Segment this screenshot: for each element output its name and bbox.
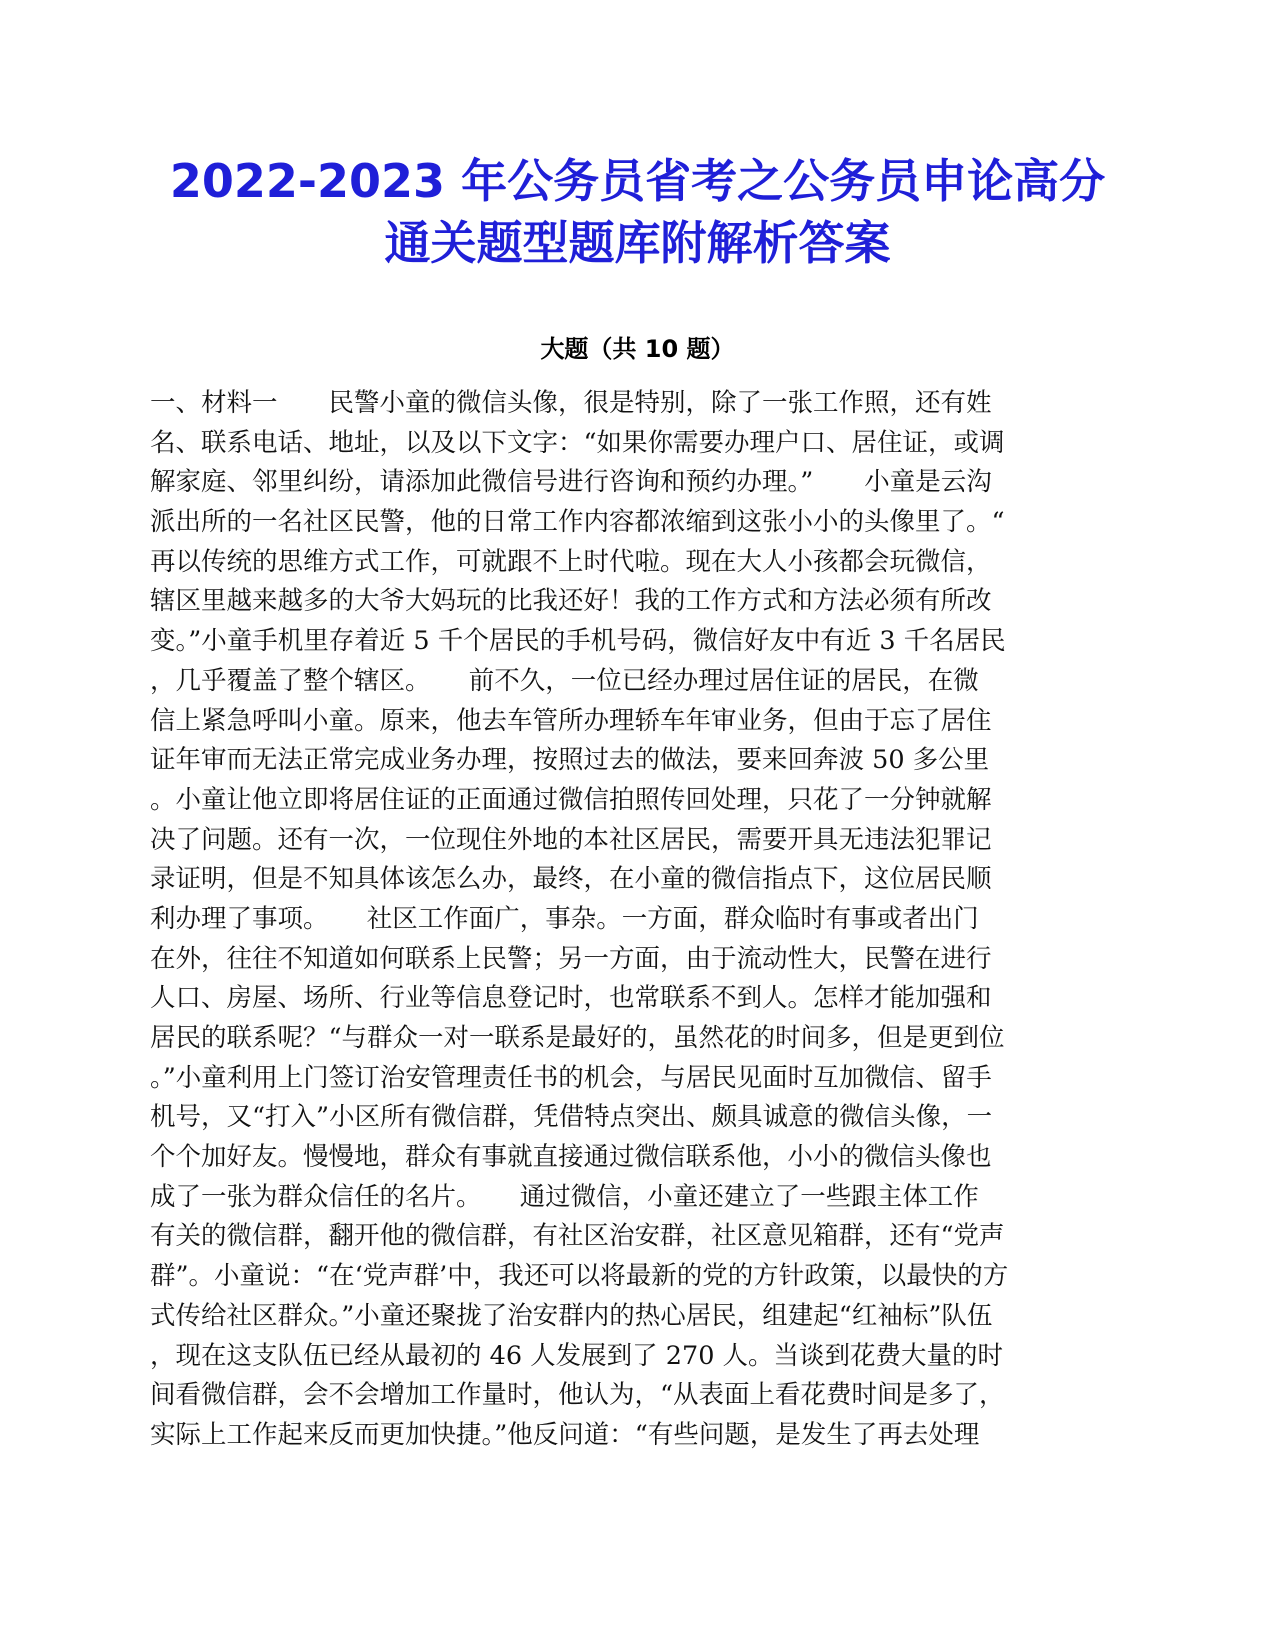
body-line: 变。”小童手机里存着近 5 千个居民的手机号码，微信好友中有近 3 千名居民 (150, 626, 1006, 657)
body-line: ，几乎覆盖了整个辖区。 前不久，一位已经办理过居住证的居民，在微 (150, 665, 979, 696)
body-line: ，现在这支队伍已经从最初的 46 人发展到了 270 人。当谈到花费大量的时 (150, 1340, 1004, 1371)
body-line: 解家庭、邻里纠纷，请添加此微信号进行咨询和预约办理。” 小童是云沟 (150, 467, 992, 498)
body-line: 再以传统的思维方式工作，可就跟不上时代啦。现在大人小孩都会玩微信， (150, 546, 992, 577)
body-line: 有关的微信群，翻开他的微信群，有社区治安群，社区意见箱群，还有“党声 (150, 1221, 1005, 1252)
body-line: 机号，又“打入”小区所有微信群，凭借特点突出、颇具诚意的微信头像，一 (150, 1102, 993, 1133)
document-title (100, 150, 1175, 274)
body-line: 利办理了事项。 社区工作面广，事杂。一方面，群众临时有事或者出门 (150, 903, 979, 934)
question-body (150, 384, 1130, 1456)
body-line: 个个加好友。慢慢地，群众有事就直接通过微信联系他，小小的微信头像也 (150, 1142, 992, 1173)
body-line: 名、联系电话、地址，以及以下文字：“如果你需要办理户口、居住证，或调 (150, 427, 1005, 458)
body-line: 式传给社区群众。”小童还聚拢了治安群内的热心居民，组建起“红袖标”队伍 (150, 1300, 993, 1331)
body-line: 信上紧急呼叫小童。原来，他去车管所办理轿车年审业务，但由于忘了居住 (150, 705, 992, 736)
body-line: 。小童让他立即将居住证的正面通过微信拍照传回处理，只花了一分钟就解 (150, 784, 992, 815)
body-line: 辖区里越来越多的大爷大妈玩的比我还好！我的工作方式和方法必须有所改 (150, 586, 992, 617)
body-line: 实际上工作起来反而更加快捷。”他反问道：“有些问题，是发生了再去处理 (150, 1419, 980, 1450)
body-line: 人口、房屋、场所、行业等信息登记时，也常联系不到人。怎样才能加强和 (150, 983, 992, 1014)
title-line-1: 2022-2023 年公务员省考之公务员申论高分 (169, 154, 1106, 208)
body-line: 派出所的一名社区民警，他的日常工作内容都浓缩到这张小小的头像里了。“ (150, 507, 1005, 538)
body-line: 录证明，但是不知具体该怎么办，最终，在小童的微信指点下，这位居民顺 (150, 864, 992, 895)
body-line: 一、材料一 民警小童的微信头像，很是特别，除了一张工作照，还有姓 (150, 388, 992, 418)
body-line: 决了问题。还有一次，一位现住外地的本社区居民，需要开具无违法犯罪记 (150, 824, 992, 855)
body-line: 群”。小童说：“在‘党声群’中，我还可以将最新的党的方针政策，以最快的方 (150, 1261, 1009, 1292)
body-line: 证年审而无法正常完成业务办理，按照过去的做法，要来回奔波 50 多公里 (150, 745, 990, 776)
section-heading: 大题（共 10 题） (540, 335, 735, 363)
title-line-2: 通关题型题库附解析答案 (384, 216, 891, 270)
body-line: 成了一张为群众信任的名片。 通过微信，小童还建立了一些跟主体工作 (150, 1181, 979, 1212)
body-line: 间看微信群，会不会增加工作量时，他认为，“从表面上看花费时间是多了， (150, 1380, 1005, 1411)
body-line: 居民的联系呢？“与群众一对一联系是最好的，虽然花的时间多，但是更到位 (150, 1023, 1005, 1053)
body-line: 。”小童利用上门签订治安管理责任书的机会，与居民见面时互加微信、留手 (150, 1062, 992, 1093)
body-line: 在外，往往不知道如何联系上民警；另一方面，由于流动性大，民警在进行 (150, 943, 992, 974)
